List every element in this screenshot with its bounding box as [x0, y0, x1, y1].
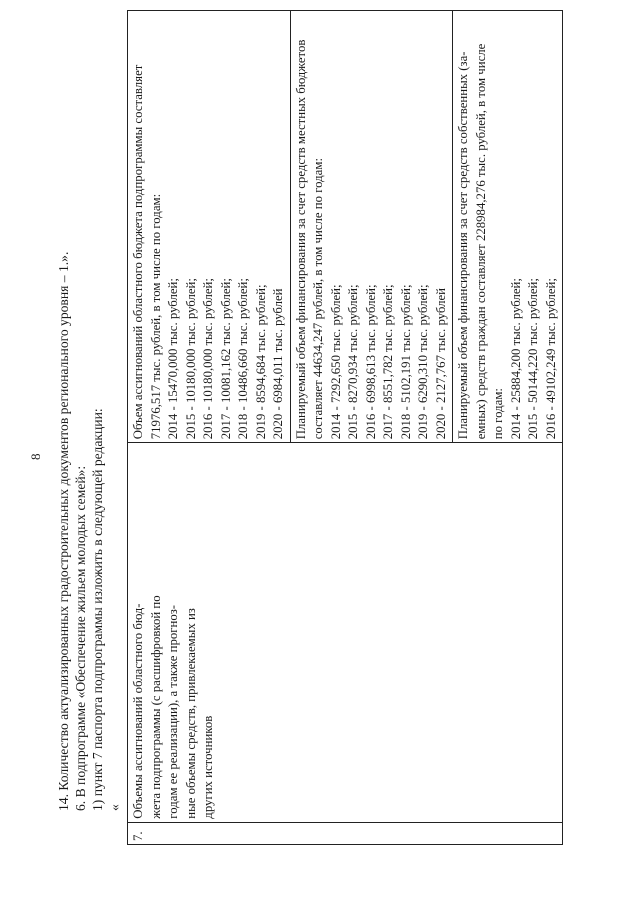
value-line: 2015 - 10180,000 тыс. рублей;: [183, 278, 198, 440]
local-budget-block: [290, 11, 453, 443]
label-line: ные объемы средств, привлекаемых из: [183, 608, 198, 819]
label-line: жета подпрограммы (с расшифровкой по: [148, 595, 163, 819]
budget-block: [128, 11, 291, 443]
header-line-4: «: [107, 804, 122, 811]
value-line: Планируемый объем финансирования за счет средств местных бюджетов: [293, 39, 308, 440]
label-line: Объемы ассигнований областного бюд-: [131, 603, 145, 819]
value-line: 2019 - 8594,684 тыс. рублей;: [253, 284, 268, 440]
value-line: 2016 - 6998,613 тыс. рублей;: [363, 284, 378, 440]
value-line: по годам:: [491, 388, 505, 440]
table-row: [128, 11, 291, 845]
value-line: 2016 - 49102,249 тыс. рублей;: [543, 278, 558, 440]
value-line: емных) средств граждан составляет 228984,276 тыс. рублей, в том числе: [473, 43, 488, 440]
value-line: 2020 - 6984,011 тыс. рублей: [271, 288, 285, 440]
value-line: 2015 - 50144,220 тыс. рублей;: [526, 278, 540, 440]
value-line: 2014 - 7292,650 тыс. рублей;: [328, 284, 343, 440]
value-line: 2020 - 2127,767 тыс. рублей: [433, 287, 448, 440]
value-line: 2015 - 8270,934 тыс. рублей;: [346, 284, 360, 440]
value-line: 2014 - 15470,000 тыс. рублей;: [166, 278, 180, 440]
citizen-funds-block: [453, 11, 563, 443]
value-line: Объем ассигнований областного бюджета подпрограммы составляет: [131, 64, 145, 440]
value-line: составляет 44634,247 рублей, в том числе по годам:: [311, 157, 325, 440]
value-line: 71976,517 тыс. рублей, в том числе по годам:: [148, 193, 163, 440]
value-line: 2018 - 5102,191 тыс. рублей;: [398, 284, 413, 440]
passport-table: [127, 10, 563, 845]
header-line-1: 14. Количество актуализированных градостроительных документов регионального уровня – 1.».: [56, 251, 71, 811]
label-line: других источников: [201, 715, 215, 819]
label-line: годам ее реализации), а также прогноз-: [166, 604, 180, 819]
value-line: 2019 - 6290,310 тыс. рублей;: [416, 284, 430, 440]
value-line: 2014 - 25884,200 тыс. рублей;: [508, 278, 523, 440]
header-line-3: 1) пункт 7 паспорта подпрограммы изложить в следующей редакции:: [90, 408, 105, 811]
value-line: Планируемый объем финансирования за счет средств собственных (за-: [456, 51, 470, 440]
row-label: [128, 443, 563, 822]
value-line: 2017 - 8551,782 тыс. рублей;: [381, 284, 395, 440]
value-line: 2018 - 10486,660 тыс. рублей;: [236, 278, 250, 440]
row-number: 7.: [128, 822, 563, 844]
value-line: 2016 - 10180,000 тыс. рублей;: [201, 278, 215, 440]
value-line: 2017 - 10081,162 тыс. рублей;: [218, 278, 233, 440]
header-line-2: 6. В подпрограмме «Обеспечение жильем молодых семей»:: [73, 465, 88, 811]
page-number: 8: [28, 453, 43, 460]
